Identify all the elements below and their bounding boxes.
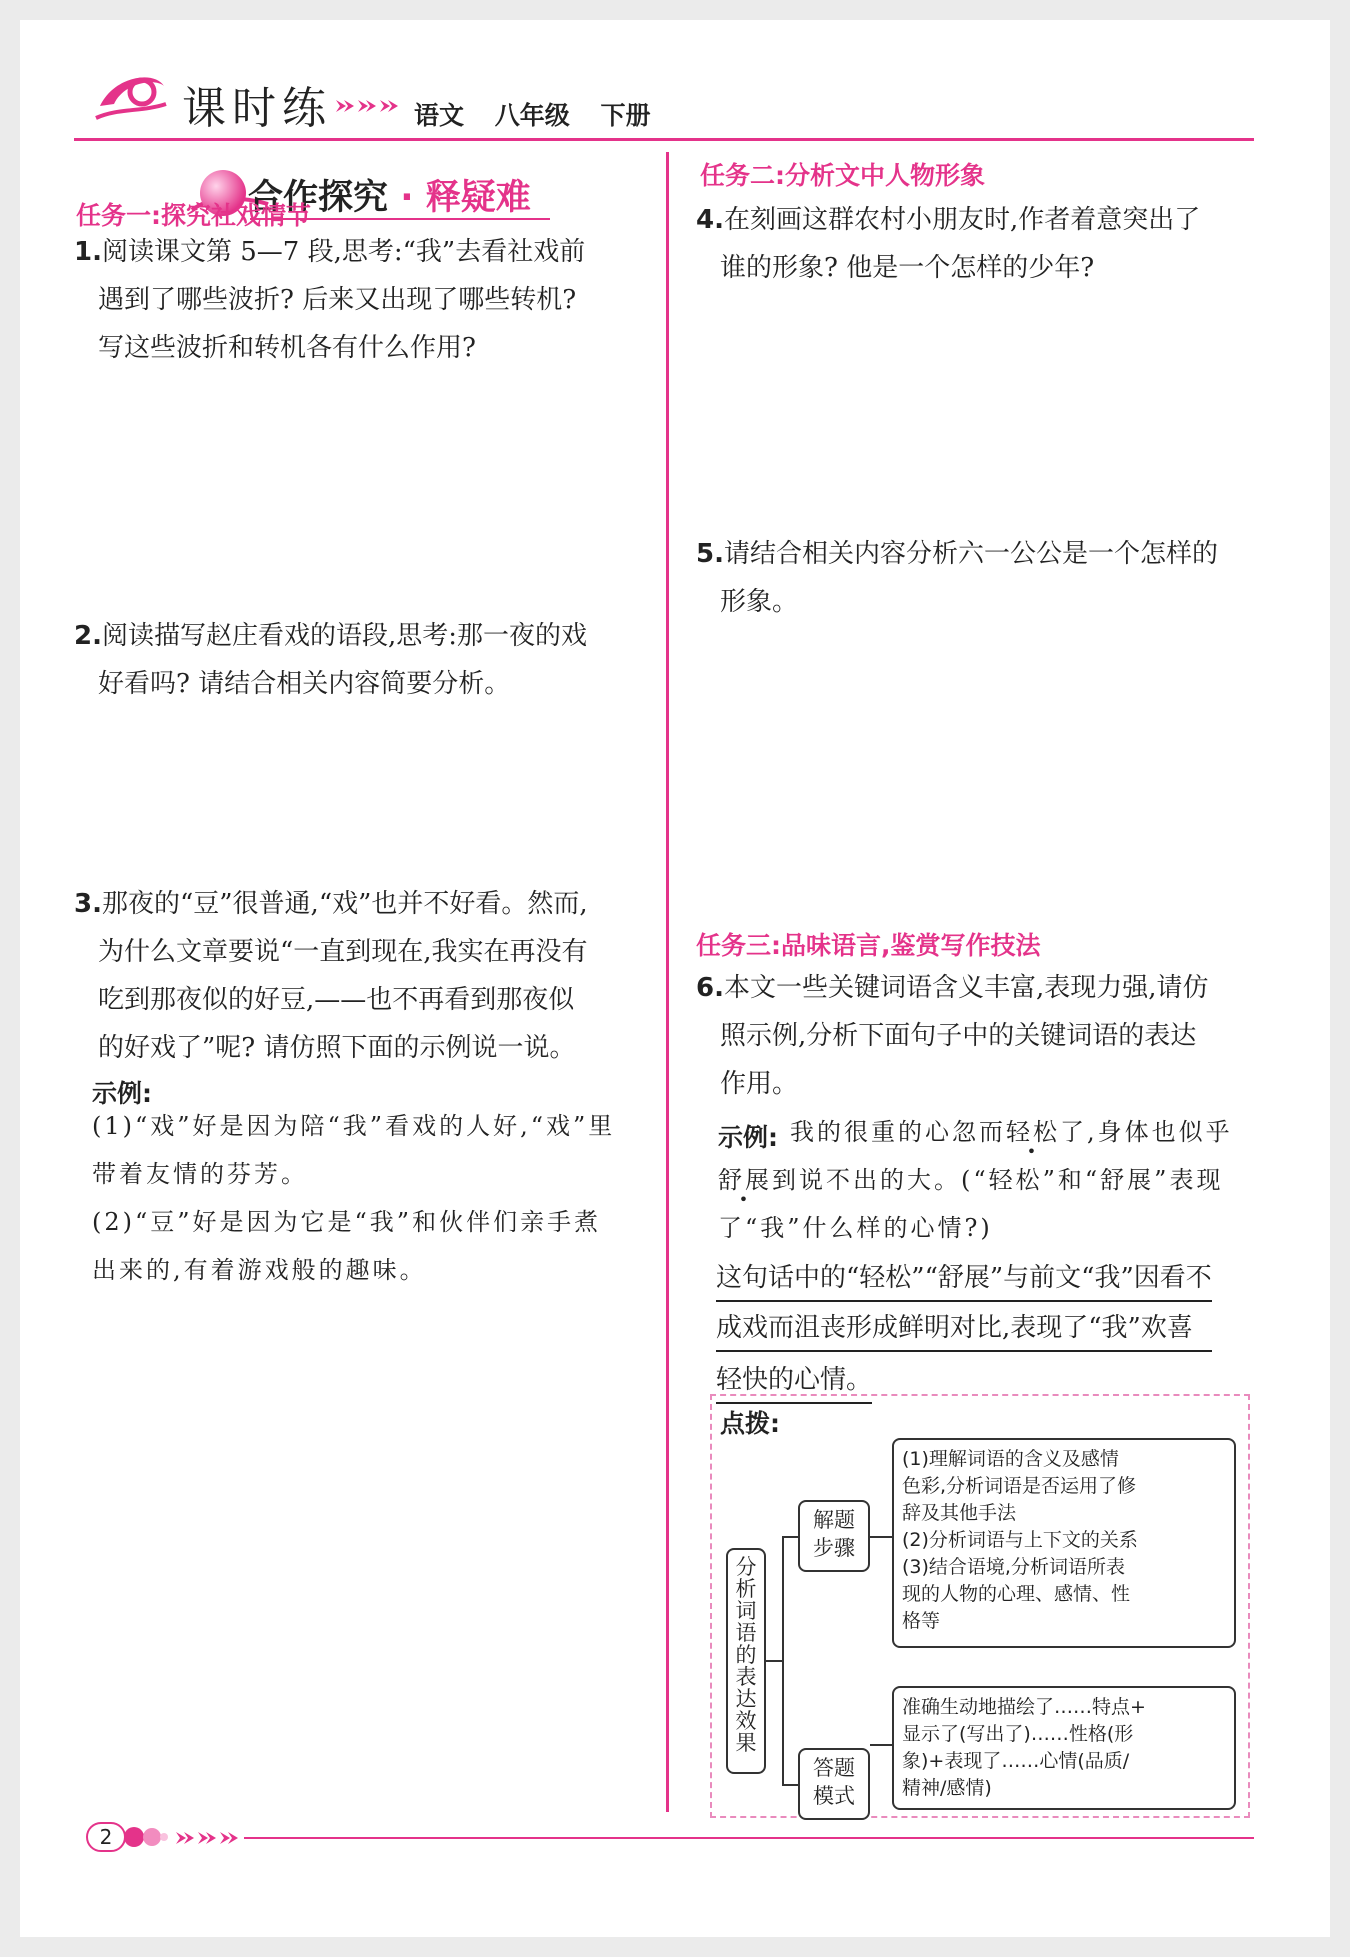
q6-example-text: 到说不出的大。(“轻松”和“舒展”表现 <box>772 1166 1224 1194</box>
root-char: 析 <box>735 1577 757 1601</box>
root-char: 果 <box>735 1731 757 1755</box>
q3-line: 的好戏了”呢? 请仿照下面的示例说一说。 <box>98 1033 576 1063</box>
detail-line: 显示了(写出了)……性格(形 <box>902 1723 1134 1745</box>
q1-line: 遇到了哪些波折? 后来又出现了哪些转机? <box>98 285 577 315</box>
header-divider <box>74 138 1254 141</box>
root-char: 分 <box>735 1555 757 1579</box>
q6-line: 照示例,分析下面句子中的关键词语的表达 <box>720 1021 1197 1051</box>
subject-label: 语文 <box>414 101 465 130</box>
q6-example-text: 我的很重的心忽而 <box>790 1118 1006 1146</box>
detail-line: 现的人物的心理、感情、性 <box>902 1583 1131 1605</box>
connector-line <box>782 1536 798 1538</box>
detail-line: 精神/感情) <box>902 1777 992 1799</box>
q3-example-line: (1)“戏”好是因为陪“我”看戏的人好,“戏”里 <box>92 1112 616 1140</box>
tip-label: 点拨: <box>720 1409 780 1438</box>
q3-line: 为什么文章要说“一直到现在,我实在再没有 <box>98 937 588 967</box>
question-6 <box>696 964 1209 1108</box>
book-info <box>414 96 672 132</box>
step-label: 答题 <box>813 1756 855 1780</box>
q6-example-text: 了,身体也似乎 <box>1060 1118 1233 1146</box>
q6-answer <box>716 1256 1212 1408</box>
banner-separator: · <box>400 178 414 218</box>
root-char: 的 <box>735 1643 757 1667</box>
pink-dots-icon <box>124 1824 168 1850</box>
emphasis-word: 轻松 <box>1006 1118 1060 1146</box>
answer-line: 成戏而沮丧形成鲜明对比,表现了“我”欢喜 <box>716 1306 1212 1352</box>
banner-part2: 释疑难 <box>425 178 531 218</box>
step-box-solve <box>798 1500 870 1572</box>
q4-number: 4. <box>696 205 724 235</box>
q4-line: 在刻画这群农村小朋友时,作者着意突出了 <box>723 205 1201 235</box>
root-char: 达 <box>735 1687 757 1711</box>
q3-line: 那夜的“豆”很普通,“戏”也并不好看。然而, <box>101 889 588 919</box>
q4-line: 谁的形象? 他是一个怎样的少年? <box>720 253 1095 283</box>
question-4 <box>696 196 1200 292</box>
ribbon-logo-icon <box>94 66 170 124</box>
detail-line: 象)+表现了……心情(品质/ <box>902 1750 1130 1772</box>
tip-box <box>710 1394 1250 1818</box>
q1-number: 1. <box>74 237 102 267</box>
connector-line <box>782 1784 798 1786</box>
answer-line: 这句话中的“轻松”“舒展”与前文“我”因看不 <box>716 1256 1212 1302</box>
grade-label: 八年级 <box>494 101 570 130</box>
banner-part1: 合作探究 <box>248 178 389 218</box>
detail-line: 格等 <box>902 1610 941 1632</box>
q3-example-line: 出来的,有着游戏般的趣味。 <box>92 1256 427 1284</box>
q6-line: 本文一些关键词语含义丰富,表现力强,请仿 <box>723 973 1209 1003</box>
q3-line: 吃到那夜似的好豆,——也不再看到那夜似 <box>98 985 575 1015</box>
q2-line: 好看吗? 请结合相关内容简要分析。 <box>98 669 511 699</box>
connector-line <box>766 1660 782 1662</box>
q2-line: 阅读描写赵庄看戏的语段,思考:那一夜的戏 <box>101 621 587 651</box>
root-char: 词 <box>735 1599 757 1623</box>
detail-line: (1)理解词语的含义及感情 <box>902 1448 1119 1470</box>
q3-number: 3. <box>74 889 102 919</box>
page-number: 2 <box>86 1822 126 1852</box>
step-box-answer <box>798 1748 870 1820</box>
detail-line: 色彩,分析词语是否运用了修 <box>902 1475 1137 1497</box>
triple-arrow-icon <box>176 1828 240 1848</box>
root-char: 表 <box>735 1665 757 1689</box>
footer-divider <box>244 1837 1254 1839</box>
q5-number: 5. <box>696 539 724 569</box>
step-label: 模式 <box>813 1784 855 1808</box>
q1-line: 写这些波折和转机各有什么作用? <box>98 333 476 363</box>
q6-example-title: 示例: <box>718 1123 778 1152</box>
q5-line: 形象。 <box>720 587 799 617</box>
answer-line: 轻快的心情。 <box>716 1358 872 1404</box>
root-char: 效 <box>735 1709 757 1733</box>
detail-line: 准确生动地描绘了……特点+ <box>902 1696 1146 1718</box>
task3-title: 任务三:品味语言,鉴赏写作技法 <box>696 931 1041 960</box>
brand-title: 课时练 <box>182 83 332 134</box>
q2-number: 2. <box>74 621 102 651</box>
detail-line: (2)分析词语与上下文的关系 <box>902 1529 1138 1551</box>
q6-example-text: 了“我”什么样的心情?) <box>718 1214 993 1242</box>
step-label: 步骤 <box>813 1536 855 1560</box>
step2-detail-box <box>892 1686 1236 1810</box>
step-label: 解题 <box>813 1508 855 1532</box>
q6-number: 6. <box>696 973 724 1003</box>
task2-title: 任务二:分析文中人物形象 <box>700 161 985 190</box>
emphasis-word: 舒展 <box>718 1166 772 1194</box>
q5-line: 请结合相关内容分析六一公公是一个怎样的 <box>723 539 1218 569</box>
question-5 <box>696 530 1218 626</box>
q3-example-line: 带着友情的芬芳。 <box>92 1160 308 1188</box>
task1-title: 任务一:探究社戏情节 <box>76 201 311 230</box>
q6-example-lines <box>718 1156 1223 1252</box>
column-divider <box>666 152 669 1812</box>
connector-line <box>782 1536 784 1786</box>
root-char: 语 <box>735 1621 757 1645</box>
q1-line: 阅读课文第 5—7 段,思考:“我”去看社戏前 <box>101 237 586 267</box>
q6-line: 作用。 <box>720 1069 799 1099</box>
question-3 <box>74 880 588 1072</box>
detail-line: (3)结合语境,分析词语所表 <box>902 1556 1125 1578</box>
page-header <box>74 52 1254 140</box>
root-box <box>726 1548 766 1774</box>
connector-line <box>870 1536 892 1538</box>
q3-example-line: (2)“豆”好是因为它是“我”和伙伴们亲手煮 <box>92 1208 602 1236</box>
q3-example-title: 示例: <box>92 1079 152 1108</box>
question-1 <box>74 228 585 372</box>
q3-example <box>92 1102 615 1294</box>
volume-label: 下册 <box>600 101 651 130</box>
question-2 <box>74 612 587 708</box>
triple-arrow-icon <box>336 96 400 116</box>
q6-example-line1 <box>790 1108 1233 1156</box>
detail-line: 辞及其他手法 <box>902 1502 1017 1524</box>
connector-line <box>870 1744 892 1746</box>
step1-detail-box <box>892 1438 1236 1648</box>
